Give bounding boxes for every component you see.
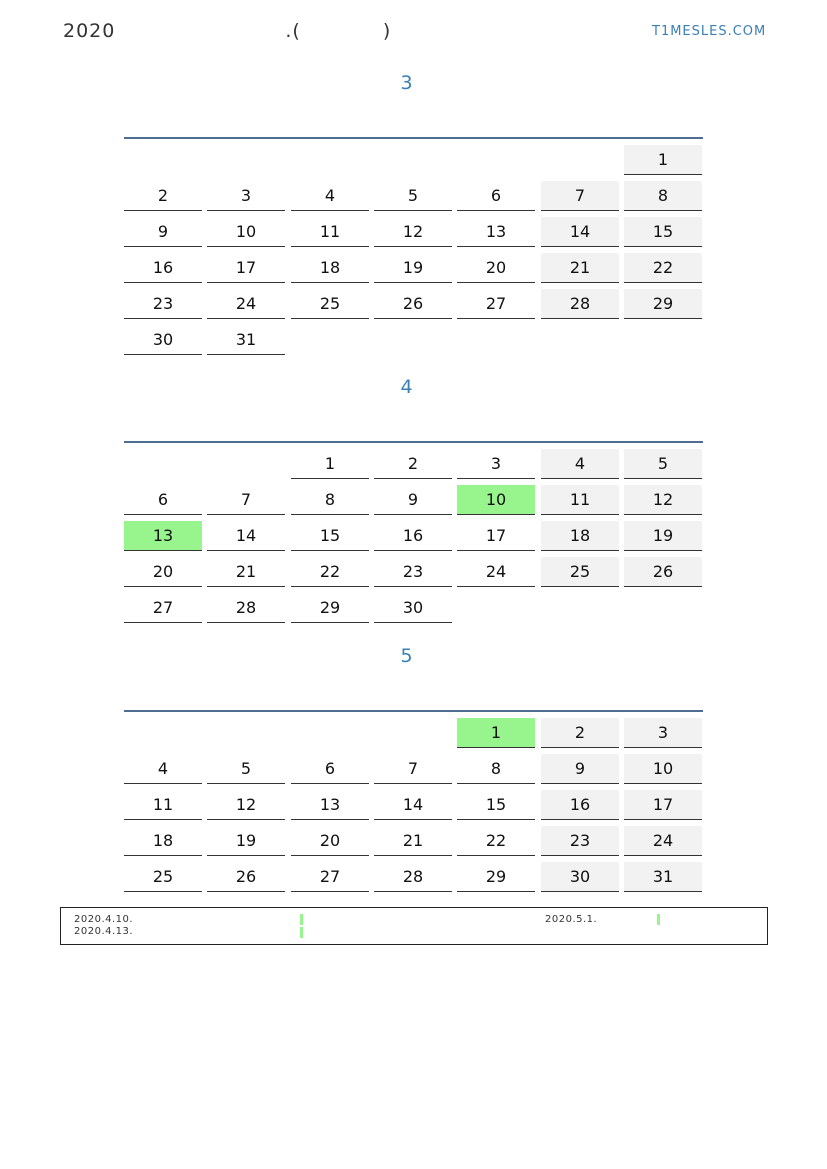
day-cell: 19 bbox=[374, 253, 452, 283]
calendar-march bbox=[124, 137, 703, 349]
calendar-may bbox=[124, 710, 703, 886]
day-cell: 24 bbox=[457, 557, 535, 587]
day-cell: 29 bbox=[624, 289, 702, 319]
day-cell: 15 bbox=[291, 521, 369, 551]
day-cell: 14 bbox=[374, 790, 452, 820]
day-cell: 26 bbox=[374, 289, 452, 319]
day-cell: 28 bbox=[207, 593, 285, 623]
calendar-top-rule bbox=[124, 441, 703, 443]
day-cell: 3 bbox=[624, 718, 702, 748]
day-cell: 23 bbox=[124, 289, 202, 319]
day-cell: 10 bbox=[207, 217, 285, 247]
day-cell: 1 bbox=[291, 449, 369, 479]
day-cell: 8 bbox=[457, 754, 535, 784]
day-cell: 5 bbox=[374, 181, 452, 211]
day-cell: 30 bbox=[541, 862, 619, 892]
day-cell: 16 bbox=[541, 790, 619, 820]
day-cell: 20 bbox=[124, 557, 202, 587]
day-cell: 11 bbox=[291, 217, 369, 247]
day-cell: 15 bbox=[624, 217, 702, 247]
title-year: 2020 bbox=[63, 20, 116, 42]
title-dot-paren: .( bbox=[285, 20, 301, 42]
legend-marker-2 bbox=[300, 927, 303, 938]
day-cell: 12 bbox=[624, 485, 702, 515]
day-cell: 26 bbox=[624, 557, 702, 587]
day-cell: 16 bbox=[374, 521, 452, 551]
day-cell: 8 bbox=[291, 485, 369, 515]
day-cell: 4 bbox=[124, 754, 202, 784]
day-cell: 1 bbox=[624, 145, 702, 175]
day-cell: 2 bbox=[374, 449, 452, 479]
day-cell: 22 bbox=[624, 253, 702, 283]
day-cell: 2 bbox=[124, 181, 202, 211]
legend-date-2: 2020.4.13. bbox=[74, 926, 134, 937]
day-cell: 15 bbox=[457, 790, 535, 820]
month-title-april: 4 bbox=[400, 376, 413, 398]
day-cell: 12 bbox=[207, 790, 285, 820]
calendar-april bbox=[124, 441, 703, 617]
day-cell: 6 bbox=[291, 754, 369, 784]
site-link[interactable]: T1MESLES.COM bbox=[652, 24, 767, 39]
day-cell: 13 bbox=[124, 521, 202, 551]
legend-marker-3 bbox=[657, 914, 660, 925]
day-cell: 6 bbox=[457, 181, 535, 211]
day-cell: 12 bbox=[374, 217, 452, 247]
day-cell: 27 bbox=[291, 862, 369, 892]
day-cell: 9 bbox=[541, 754, 619, 784]
day-cell: 10 bbox=[624, 754, 702, 784]
day-cell: 11 bbox=[541, 485, 619, 515]
day-cell: 4 bbox=[541, 449, 619, 479]
day-cell: 25 bbox=[124, 862, 202, 892]
day-cell: 16 bbox=[124, 253, 202, 283]
day-cell: 28 bbox=[541, 289, 619, 319]
month-title-may: 5 bbox=[400, 645, 413, 667]
day-cell: 22 bbox=[457, 826, 535, 856]
day-cell: 17 bbox=[624, 790, 702, 820]
day-cell: 28 bbox=[374, 862, 452, 892]
day-cell: 19 bbox=[207, 826, 285, 856]
day-cell: 23 bbox=[541, 826, 619, 856]
day-cell: 10 bbox=[457, 485, 535, 515]
day-cell: 13 bbox=[291, 790, 369, 820]
day-cell: 20 bbox=[457, 253, 535, 283]
day-cell: 7 bbox=[541, 181, 619, 211]
day-cell: 29 bbox=[457, 862, 535, 892]
day-cell: 24 bbox=[207, 289, 285, 319]
day-cell: 1 bbox=[457, 718, 535, 748]
day-cell: 29 bbox=[291, 593, 369, 623]
day-cell: 30 bbox=[374, 593, 452, 623]
day-cell: 26 bbox=[207, 862, 285, 892]
day-cell: 7 bbox=[374, 754, 452, 784]
day-cell: 21 bbox=[207, 557, 285, 587]
holiday-legend bbox=[60, 907, 768, 945]
day-cell: 24 bbox=[624, 826, 702, 856]
day-cell: 2 bbox=[541, 718, 619, 748]
day-cell: 25 bbox=[291, 289, 369, 319]
day-cell: 11 bbox=[124, 790, 202, 820]
day-cell: 4 bbox=[291, 181, 369, 211]
day-cell: 31 bbox=[624, 862, 702, 892]
day-cell: 19 bbox=[624, 521, 702, 551]
title-paren-close: ) bbox=[382, 20, 392, 42]
day-cell: 18 bbox=[124, 826, 202, 856]
day-cell: 14 bbox=[207, 521, 285, 551]
day-cell: 8 bbox=[624, 181, 702, 211]
document-title bbox=[63, 20, 391, 42]
day-cell: 3 bbox=[207, 181, 285, 211]
day-cell: 7 bbox=[207, 485, 285, 515]
day-cell: 21 bbox=[541, 253, 619, 283]
day-cell: 13 bbox=[457, 217, 535, 247]
day-cell: 20 bbox=[291, 826, 369, 856]
day-cell: 17 bbox=[457, 521, 535, 551]
day-cell: 31 bbox=[207, 325, 285, 355]
month-title-march: 3 bbox=[400, 72, 413, 94]
day-cell: 27 bbox=[124, 593, 202, 623]
day-cell: 21 bbox=[374, 826, 452, 856]
day-cell: 23 bbox=[374, 557, 452, 587]
day-cell: 27 bbox=[457, 289, 535, 319]
day-cell: 9 bbox=[124, 217, 202, 247]
day-cell: 18 bbox=[291, 253, 369, 283]
day-cell: 14 bbox=[541, 217, 619, 247]
day-cell: 17 bbox=[207, 253, 285, 283]
day-cell: 25 bbox=[541, 557, 619, 587]
day-cell: 5 bbox=[207, 754, 285, 784]
day-cell: 18 bbox=[541, 521, 619, 551]
day-cell: 5 bbox=[624, 449, 702, 479]
day-cell: 22 bbox=[291, 557, 369, 587]
legend-marker-1 bbox=[300, 914, 303, 925]
day-cell: 9 bbox=[374, 485, 452, 515]
day-cell: 3 bbox=[457, 449, 535, 479]
calendar-top-rule bbox=[124, 710, 703, 712]
legend-date-1: 2020.4.10. bbox=[74, 914, 134, 925]
legend-date-3: 2020.5.1. bbox=[545, 914, 598, 925]
calendar-top-rule bbox=[124, 137, 703, 139]
day-cell: 30 bbox=[124, 325, 202, 355]
day-cell: 6 bbox=[124, 485, 202, 515]
